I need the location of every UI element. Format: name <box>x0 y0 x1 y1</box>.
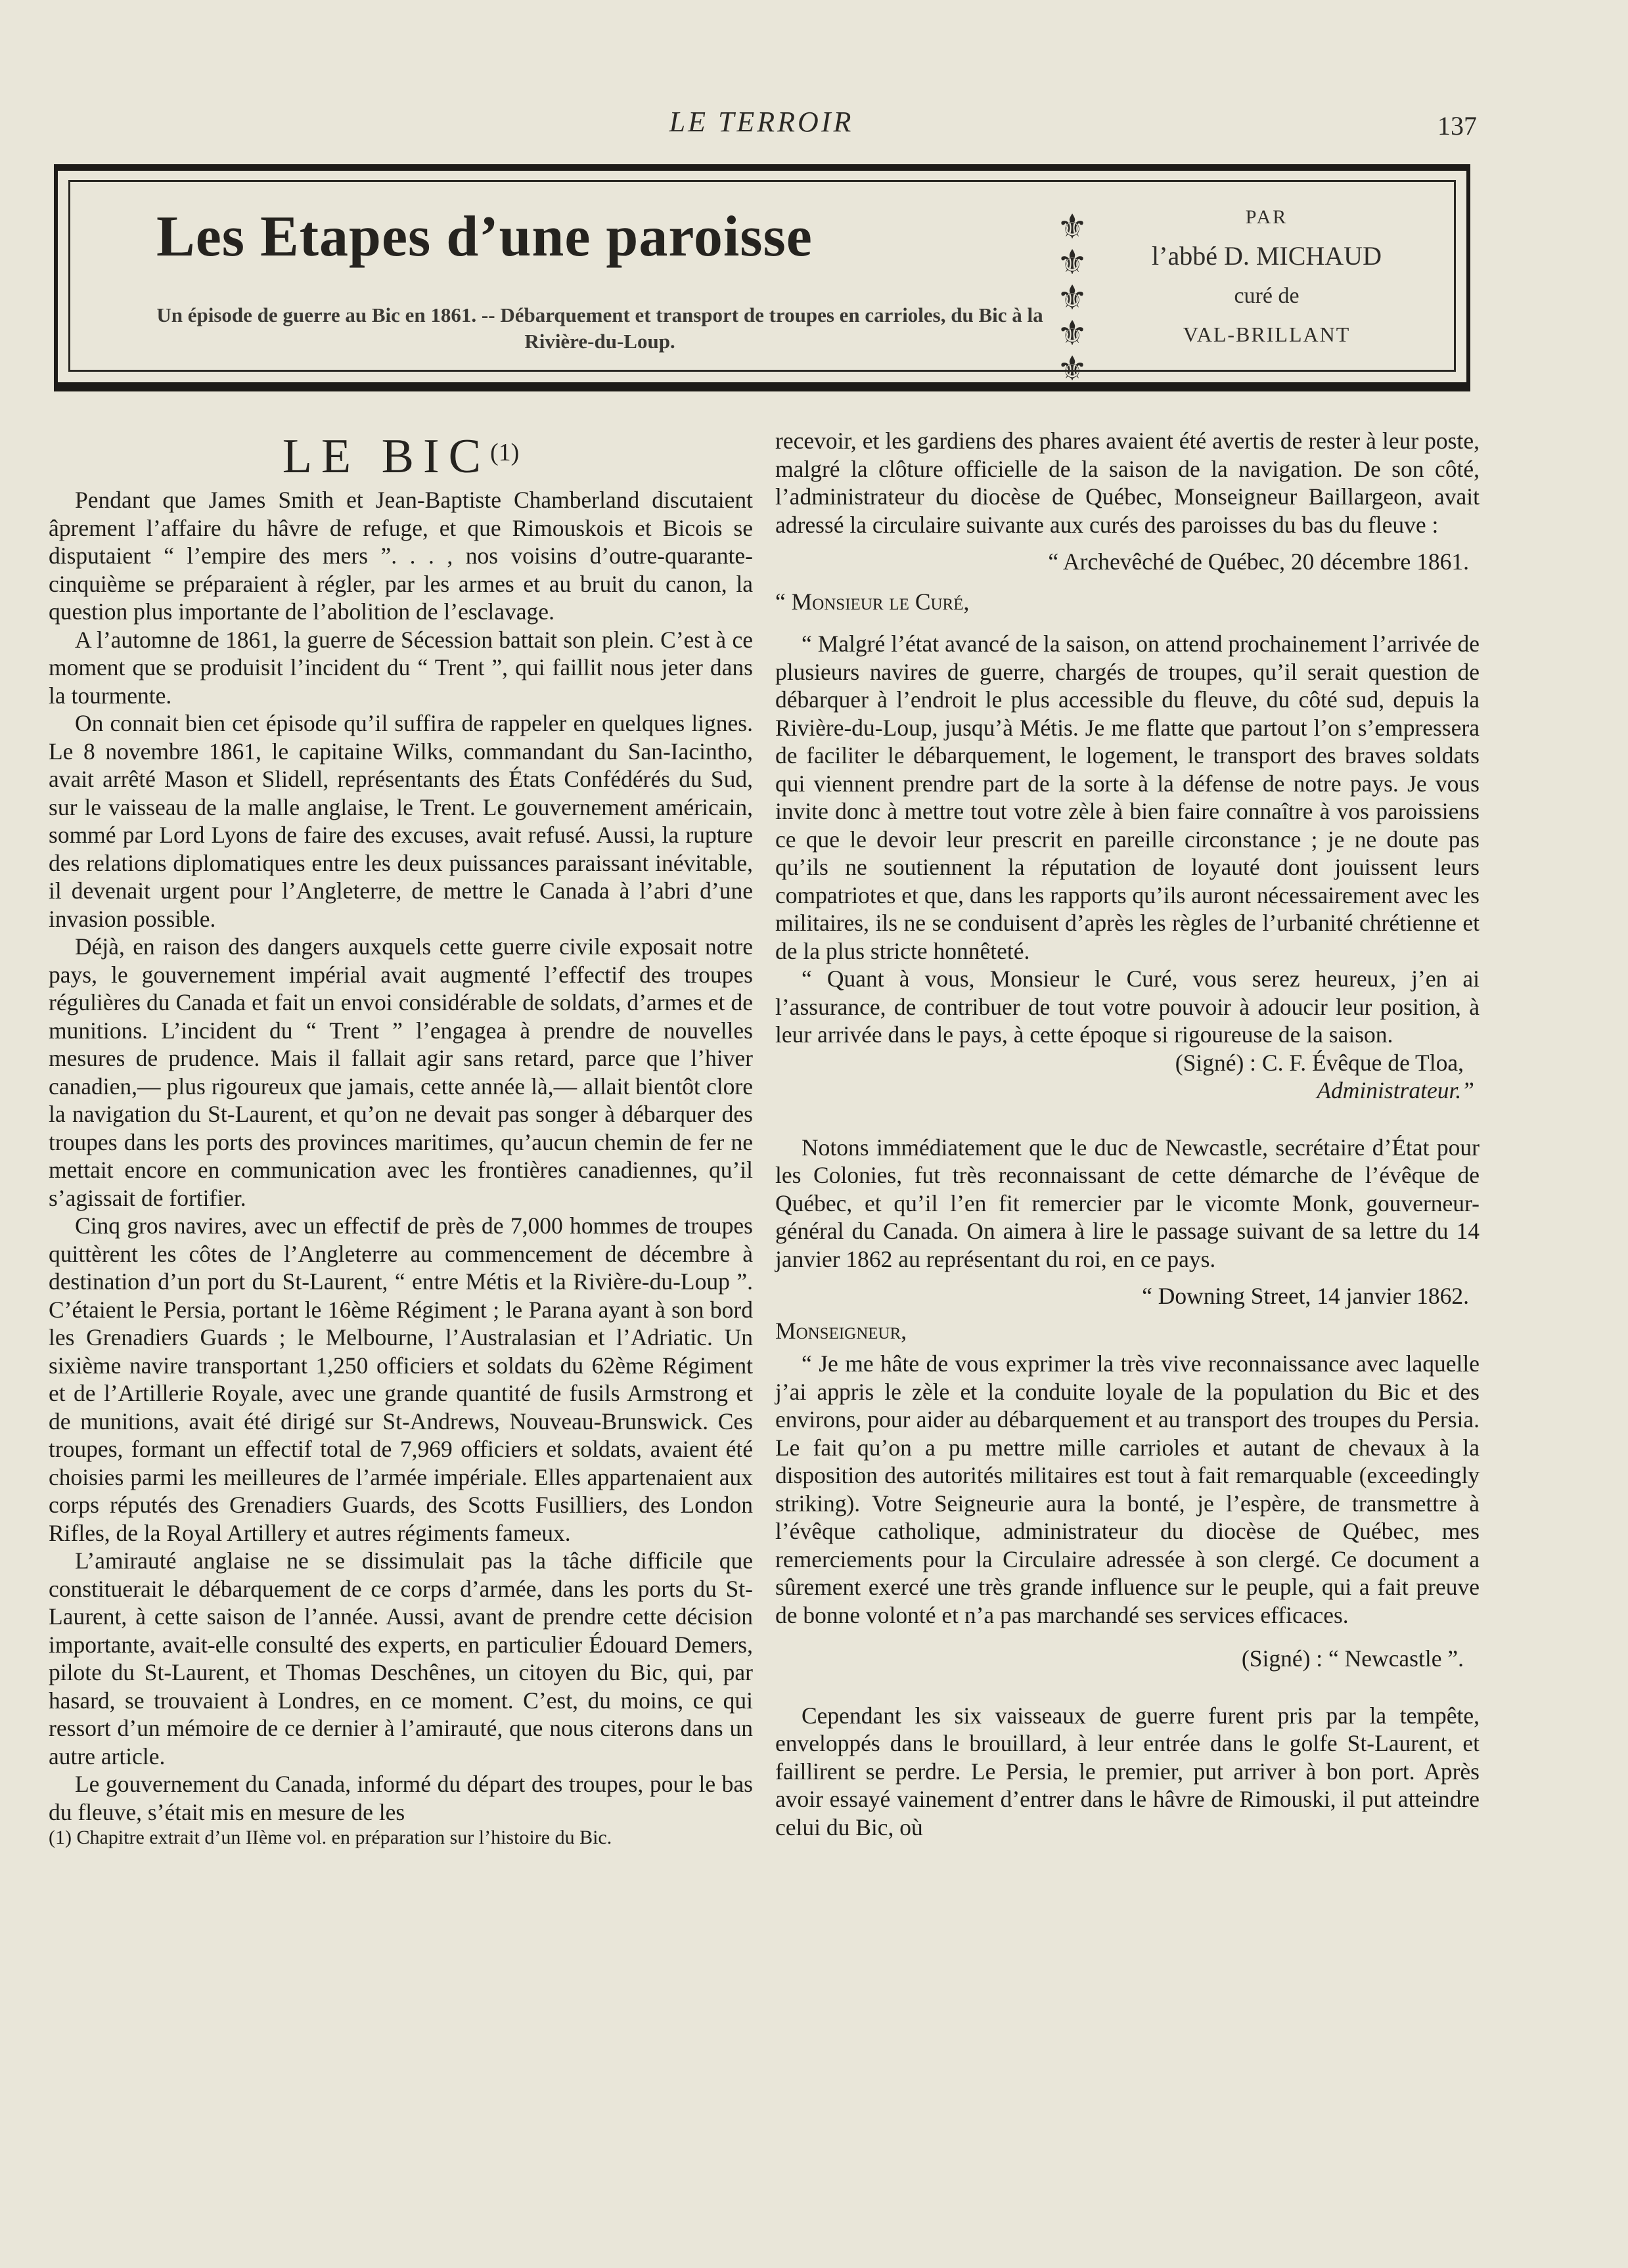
article-subtitle: Un épisode de guerre au Bic en 1861. -- Débarquement et transport de troupes en carrioles, du Bic à la Rivière-du-Loup. <box>156 303 1043 353</box>
paragraph: A l’automne de 1861, la guerre de Sécession battait son plein. C’est à ce moment que se produisit l’incident du “ Trent ”, qui faillit nous jeter dans la tourmente. <box>49 626 753 709</box>
page-number: 137 <box>1437 111 1477 141</box>
byline-parish: VAL-BRILLANT <box>1183 322 1351 346</box>
paragraph: L’amirauté anglaise ne se dissimulait pas la tâche difficile que constituerait le débarquement de ce corps d’armée, dans les ports du St-Laurent, à cette saison de l’année. Aussi, avant de prendre cette décision importante, avait-elle consulté des experts, en particulier Édouard Demers, pilote du St-Laurent, et Thomas Deschênes, un citoyen du Bic, qui, par hasard, se trouvaient à Londres, en ce moment. C’est, du moins, ce qui ressort d’un mémoire de ce dernier à l’amirauté, que nous citerons dans un autre article. <box>49 1547 753 1769</box>
letter-signature: (Signé) : C. F. Évêque de Tloa, <box>1175 1049 1464 1076</box>
fleur-de-lis-ornament-icon: ⚜ ⚜ ⚜ ⚜ ⚜ <box>1056 209 1088 388</box>
byline-par: PAR <box>1245 206 1288 228</box>
letter-paragraph: “ Je me hâte de vous exprimer la très vive reconnaissance avec laquelle j’ai appris le zèle et la conduite loyale de la population du Bic et des environs, pour aider au débarquement et au transport des troupes du Persia. Le fait qu’on a pu mettre mille carrioles et autant de chevaux à la disposition des autorités militaires est tout à fait remarquable (exceedingly striking). Votre Seigneurie aura la bonté, je l’espère, de transmettre à l’évêque catholique, administrateur du diocèse de Québec, mes remerciements pour la Circulaire adressée à son clergé. Ce document a sûrement exercé une très grande influence sur le peuple, qui a fait preuve de bonne volonté et n’a pas marchandé ses services efficaces. <box>775 1350 1480 1628</box>
section-heading-text: LE BIC <box>282 430 490 483</box>
letter-salutation: “ Monsieur le Curé, <box>775 588 970 615</box>
letter-salutation: Monseigneur, <box>775 1317 907 1344</box>
right-column <box>775 427 1480 1841</box>
paragraph: Notons immédiatement que le duc de Newcastle, secrétaire d’État pour les Colonies, fut très reconnaissant de cette démarche de l’évêque de Québec, et qu’il l’en fit remercier par le vicomte Monk, gouverneur-général du Canada. On aimera à lire le passage suivant de sa lettre du 14 janvier 1862 au représentant du roi, en ce pays. <box>775 1134 1480 1272</box>
letter-paragraph: “ Quant à vous, Monsieur le Curé, vous serez heureux, j’en ai l’assurance, de contribuer de tout votre pouvoir à adoucir leur position, à leur arrivée dans le pays, à cette époque si rigoureuse de la saison. <box>775 966 1480 1048</box>
paragraph: Cinq gros navires, avec un effectif de près de 7,000 hommes de troupes quittèrent les côtes de l’Angleterre au commencement de décembre à destination d’un port du St-Laurent, “ entre Métis et la Rivière-du-Loup ”. C’étaient le Persia, portant le 16ème Régiment ; le Parana ayant à son bord les Grenadiers Guards ; le Melbourne, l’Australasian et l’Adriatic. Un sixième navire transportant 1,250 officiers et soldats du 62ème Régiment et de l’Artillerie Royale, avec une grande quantité de fusils Armstrong et de munitions, avait été dirigé sur St-Andrews, Nouveau-Brunswick. Ces troupes, formant un effectif total de 7,969 officiers et soldats, avaient été choisies parmi les meilleures de l’armée impériale. Elles appartenaient aux corps réputés des Grenadiers Guards, des Scotts Fusilliers, des London Rifles, de la Royal Artillery et autres régiments fameux. <box>49 1212 753 1546</box>
footnote-reference: (1) <box>489 439 520 466</box>
letter-dateline: “ Downing Street, 14 janvier 1862. <box>1142 1283 1469 1309</box>
paragraph: On connait bien cet épisode qu’il suffira de rappeler en quelques lignes. Le 8 novembre 1861, le capitaine Wilks, commandant du San-Iacintho, avait arrêté Mason et Slidell, représentants des États Confédérés du Sud, sur le vaisseau de la malle anglaise, le Trent. Le gouvernement américain, sommé par Lord Lyons de faire des excuses, avait refusé. Aussi, la rupture des relations diplomatiques entre les deux puissances paraissant inévitable, il devenait urgent pour l’Angleterre, de mettre le Canada à l’abri d’une invasion possible. <box>49 710 753 932</box>
letter-signature-title: Administrateur.” <box>1317 1077 1474 1103</box>
byline-author: l’abbé D. MICHAUD <box>1152 241 1382 271</box>
paragraph: Déjà, en raison des dangers auxquels cette guerre civile exposait notre pays, le gouvernement impérial avait augmenté l’effectif des troupes régulières du Canada et fait un envoi considérable de soldats, d’armes et de munitions. L’incident du “ Trent ” l’engagea à prendre de nouvelles mesures de prudence. Mais il fallait agir sans retard, parce que l’hiver canadien,— plus rigoureux que jamais, cette année là,— allait bientôt clore la navigation du St-Laurent, et qu’on ne devait pas songer à débarquer des troupes dans les ports des provinces maritimes, qu’aucun chemin de fer ne mettait encore en communication avec les frontières canadiennes, qu’il s’agissait de fortifier. <box>49 933 753 1211</box>
paragraph: Cependant les six vaisseaux de guerre furent pris par la tempête, enveloppés dans le brouillard, à leur entrée dans le golfe St-Laurent, et faillirent se perdre. Le Persia, le premier, put arriver à bon port. Après avoir essayé vainement d’entrer dans le hâvre de Rimouski, il put atteindre celui du Bic, où <box>775 1702 1480 1840</box>
section-heading <box>49 423 753 486</box>
letter-dateline: “ Archevêché de Québec, 20 décembre 1861. <box>1048 548 1469 575</box>
paragraph: recevoir, et les gardiens des phares avaient été avertis de rester à leur poste, malgré la clôture officielle de la saison de la navigation. De son côté, l’administrateur du diocèse de Québec, Monseigneur Baillargeon, avait adressé la circulaire suivante aux curés des paroisses du bas du fleuve : <box>775 428 1480 538</box>
paragraph: Pendant que James Smith et Jean-Baptiste Chamberland discutaient âprement l’affaire du hâvre de refuge, et que Rimouskois et Bicois se disputaient “ l’empire des mers ”. . . , nos voisins d’outre-quarante-cinquième se préparaient à régler, par les armes et au bruit du canon, la question plus importante de l’abolition de l’esclavage. <box>49 487 753 625</box>
byline <box>1116 200 1418 353</box>
footnote: (1) Chapitre extrait d’un IIème vol. en préparation sur l’histoire du Bic. <box>49 1827 612 1848</box>
left-column <box>49 427 753 1850</box>
letter-signature: (Signé) : “ Newcastle ”. <box>1241 1645 1464 1672</box>
running-title: LE TERROIR <box>669 106 854 138</box>
byline-role: curé de <box>1234 284 1300 308</box>
paragraph: Le gouvernement du Canada, informé du départ des troupes, pour le bas du fleuve, s’était mis en mesure de les <box>49 1771 753 1825</box>
letter-paragraph: “ Malgré l’état avancé de la saison, on attend prochainement l’arrivée de plusieurs navires de guerre, chargés de troupes, qu’il serait question de débarquer à l’endroit le plus accessible du fleuve, du côté sud, depuis la Rivière-du-Loup, jusqu’à Métis. Je me flatte que partout l’on s’empressera de faciliter le débarquement, le logement, le transport des braves soldats qui viennent prendre part de la sorte à la défense de notre pays. Je vous invite donc à mettre tout votre zèle à bien faire connaître à vos paroissiens ce que le devoir leur prescrit en pareille circonstance ; je ne doute pas qu’ils ne soutiennent la réputation de loyauté dont jouissent leurs compatriotes et que, dans les rapports qu’ils auront nécessairement avec les militaires, ils ne se conduisent d’après les règles de l’urbanité chrétienne et de la plus stricte honnêteté. <box>775 631 1480 964</box>
article-header-box <box>54 164 1470 391</box>
article-title: Les Etapes d’une paroisse <box>156 205 813 269</box>
